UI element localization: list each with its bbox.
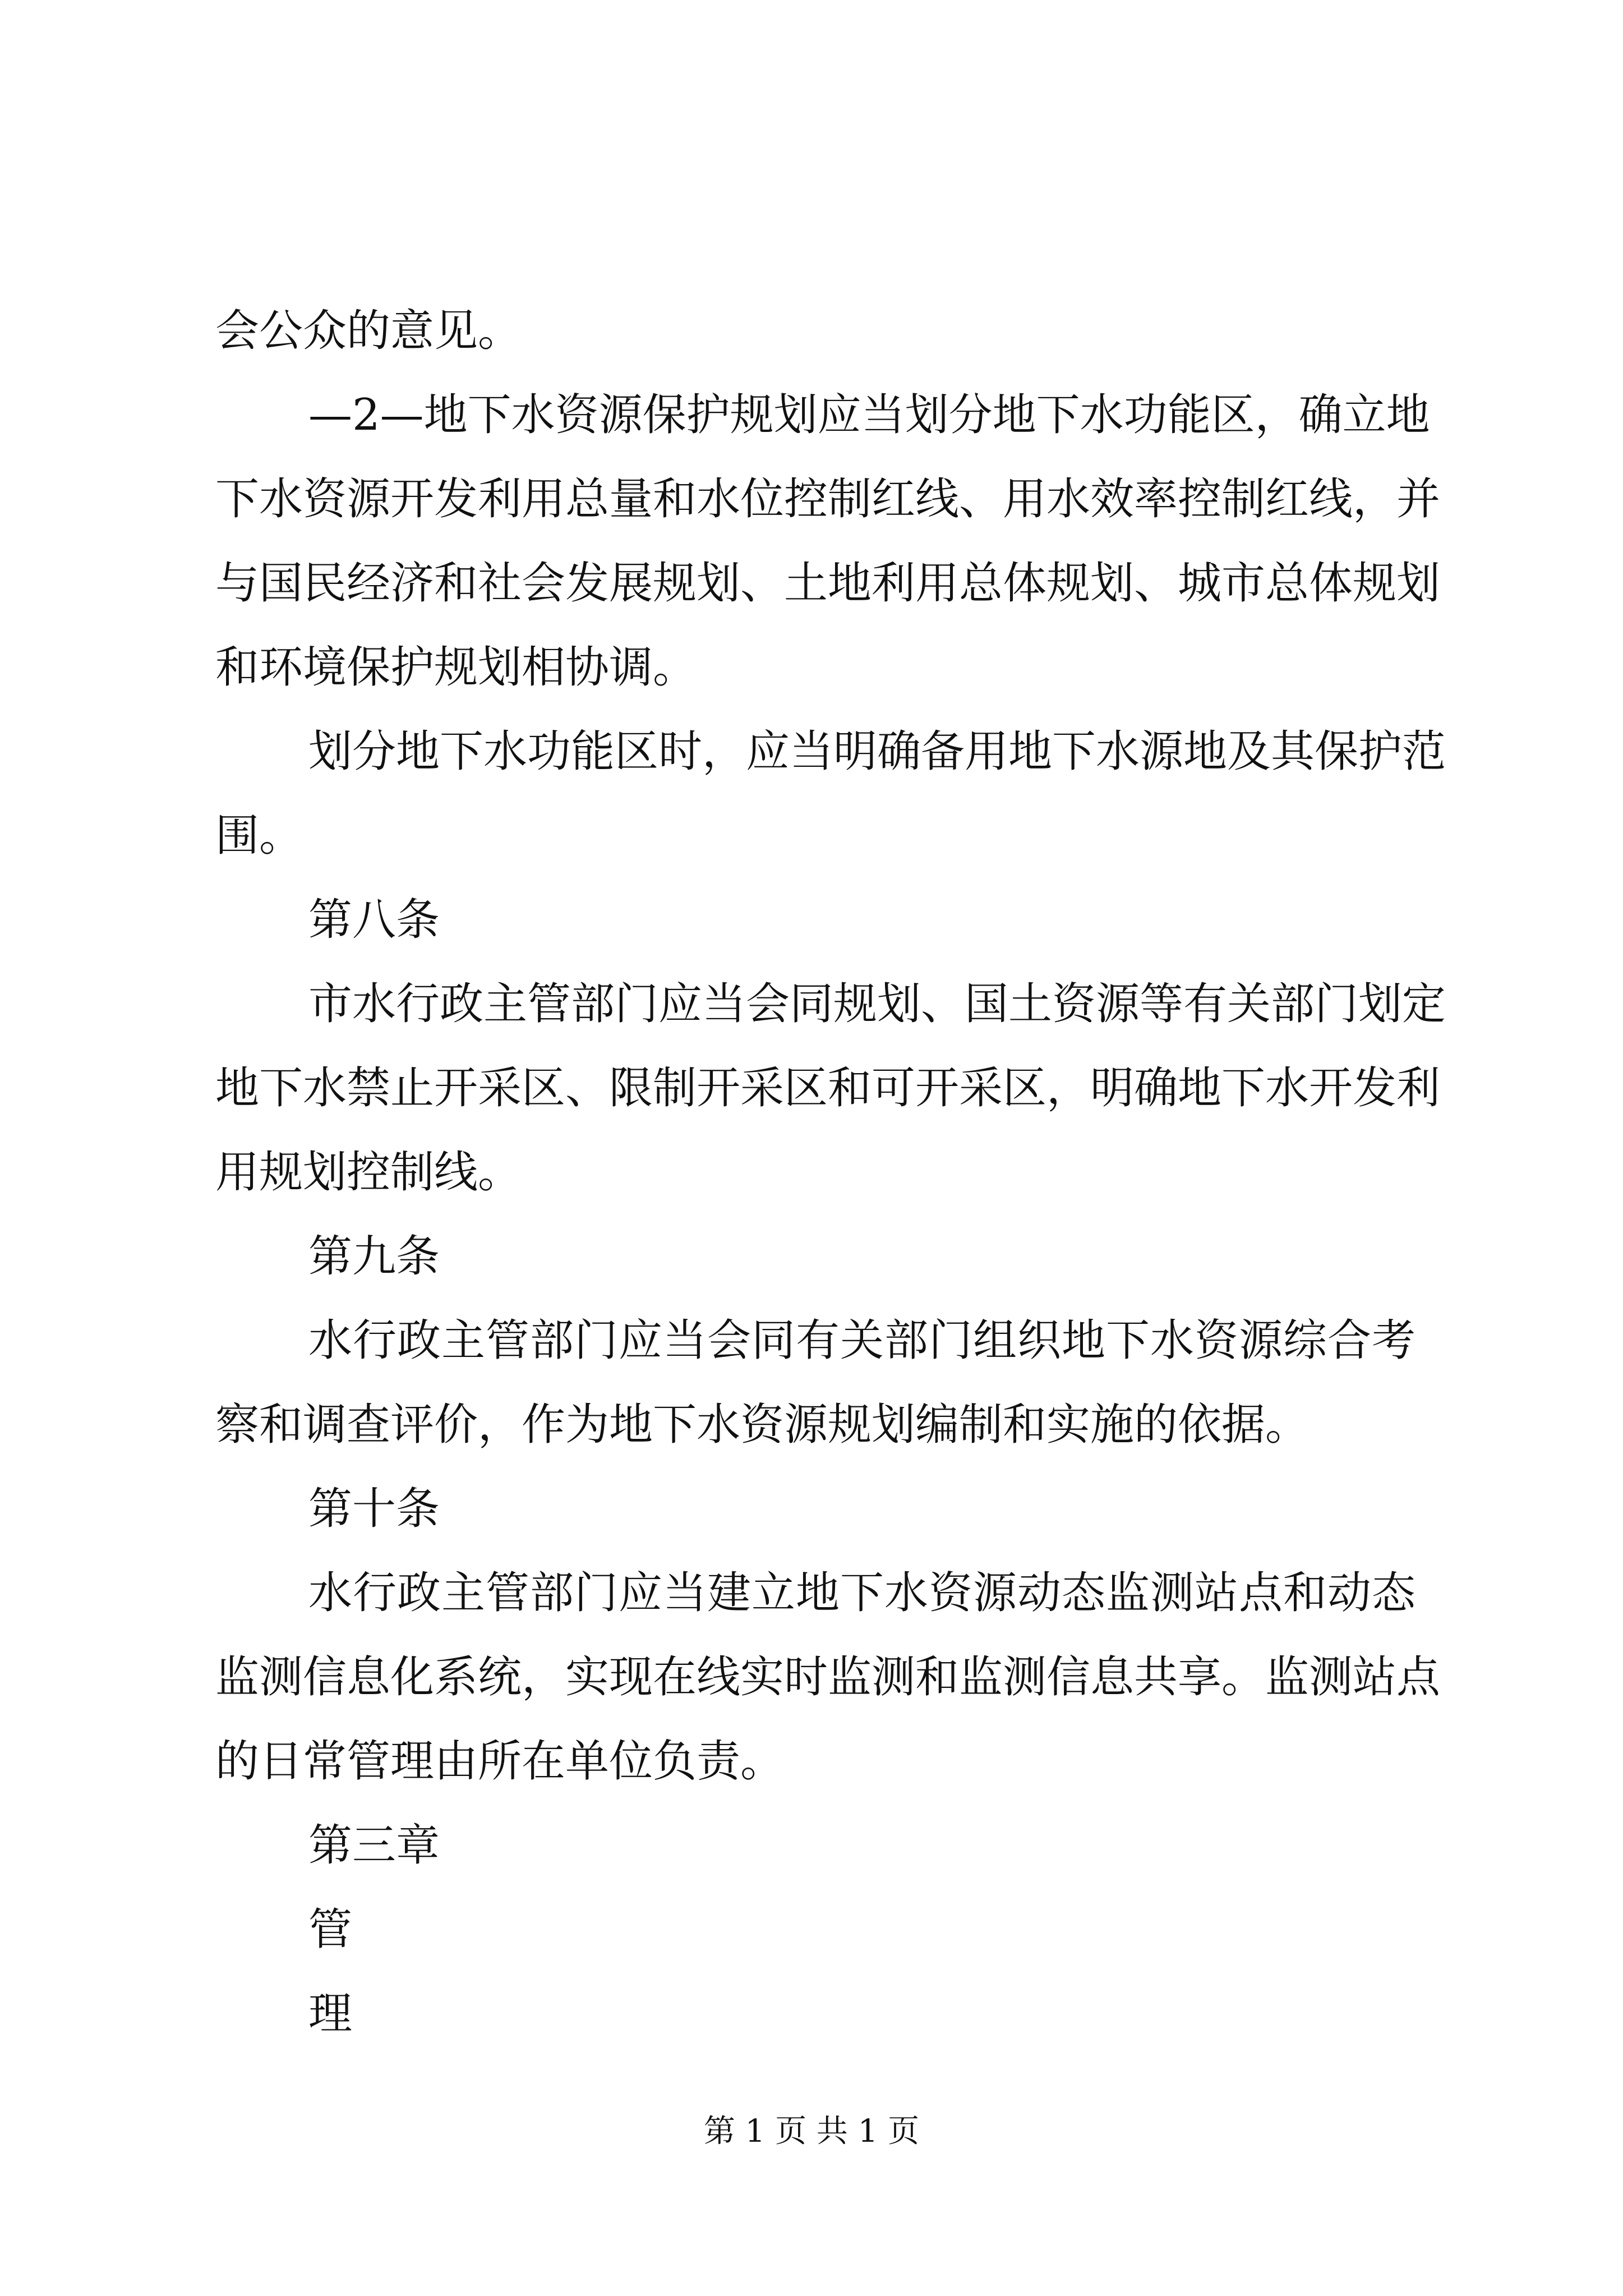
text-line: —2—地下水资源保护规划应当划分地下水功能区，确立地: [308, 390, 1430, 440]
article-heading: 第十条: [308, 1484, 440, 1534]
page-footer: 第 1 页 共 1 页: [703, 2113, 920, 2150]
text-line: 与国民经济和社会发展规划、土地利用总体规划、城市总体规划: [215, 558, 1441, 609]
text-line: 用规划控制线。: [215, 1147, 522, 1198]
text-line: 水行政主管部门应当建立地下水资源动态监测站点和动态: [308, 1568, 1415, 1618]
document-body: [215, 289, 1446, 2056]
chapter-title-char: 理: [308, 1989, 353, 2039]
article-heading: 第九条: [308, 1231, 440, 1282]
text-line: 察和调查评价，作为地下水资源规划编制和实施的依据。: [215, 1400, 1310, 1450]
chapter-heading: 第三章: [308, 1820, 440, 1871]
text-line: 监测信息化系统，实现在线实时监测和监测信息共享。监测站点: [215, 1652, 1441, 1703]
text-line: 划分地下水功能区时，应当明确备用地下水源地及其保护范: [308, 726, 1446, 777]
text-line: 市水行政主管部门应当会同规划、国土资源等有关部门划定: [308, 979, 1446, 1029]
text-line: 和环境保护规划相协调。: [215, 642, 697, 693]
text-line: 的日常管理由所在单位负责。: [215, 1736, 785, 1787]
chapter-title-char: 管: [308, 1904, 353, 1955]
text-line: 水行政主管部门应当会同有关部门组织地下水资源综合考: [308, 1315, 1415, 1366]
text-line: 下水资源开发利用总量和水位控制红线、用水效率控制红线，并: [215, 474, 1441, 524]
text-line: 地下水禁止开采区、限制开采区和可开采区，明确地下水开发利: [215, 1063, 1441, 1114]
text-line: 会公众的意见。: [215, 306, 522, 356]
text-line: 围。: [215, 811, 303, 861]
article-heading: 第八条: [308, 895, 440, 945]
